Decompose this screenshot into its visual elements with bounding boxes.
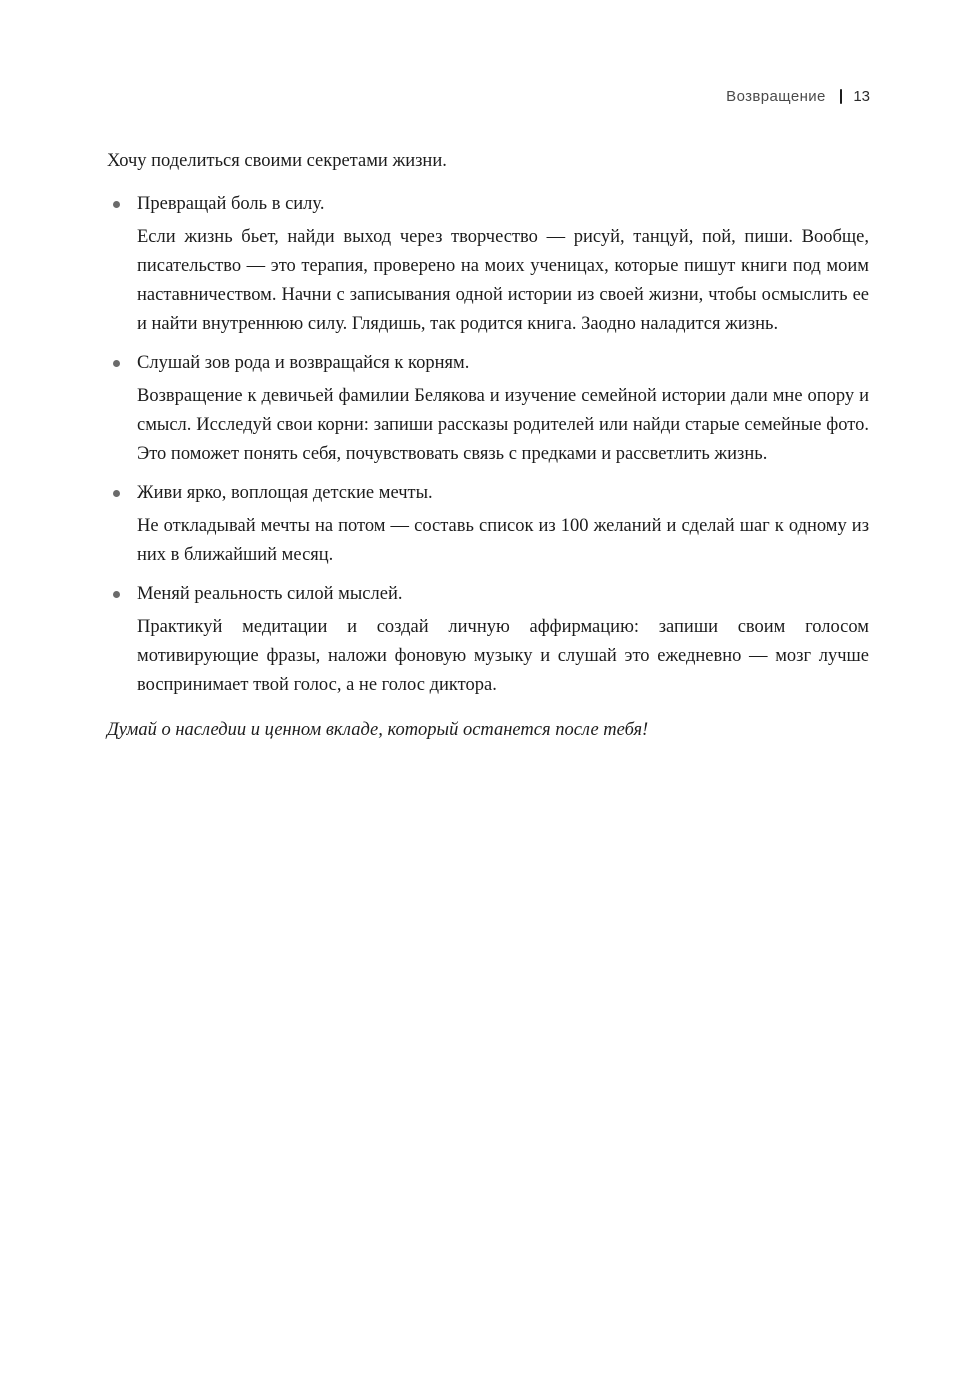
- bullet-title: Меняй реальность силой мыслей.: [137, 584, 403, 604]
- running-header: [726, 88, 870, 105]
- section-title: Возвращение: [726, 88, 826, 105]
- list-item: [107, 479, 869, 570]
- intro-paragraph: Хочу поделиться своими секретами жизни.: [107, 151, 447, 171]
- bullet-icon: [113, 490, 120, 497]
- closing-paragraph: Думай о наследии и ценном вкладе, который останется после тебя!: [107, 720, 649, 740]
- bullet-title: Превращай боль в силу.: [137, 194, 325, 214]
- bullet-heading: [107, 580, 869, 609]
- bullet-paragraph: Возвращение к девичьей фамилии Белякова и изучение семейной истории дали мне опору и смысл. Исследуй свои корни: запиши рассказы родителей или найди старые семейные фото. Это поможет понять себя, почувствовать связь с предками и рассветлить жизнь.: [137, 386, 869, 464]
- bullet-title: Слушай зов рода и возвращайся к корням.: [137, 353, 470, 373]
- bullet-icon: [113, 201, 120, 208]
- bullet-paragraph: Практикуй медитации и создай личную аффирмацию: запиши своим голосом мотивирующие фразы, наложи фоновую музыку и слушай это ежедневно — мозг лучше воспринимает твой голос, а не голос диктора.: [137, 617, 869, 695]
- bullet-icon: [113, 591, 120, 598]
- header-divider: [840, 89, 843, 104]
- bullet-paragraph: Если жизнь бьет, найди выход через творчество — рисуй, танцуй, пой, пиши. Вообще, писательство — это терапия, проверено на моих ученицах, которые пишут книги под моим наставничеством. Начни с записывания одной истории из своей жизни, чтобы осмыслить ее и найти внутреннюю силу. Глядишь, так родится книга. Заодно наладится жизнь.: [137, 227, 869, 334]
- bullet-paragraph: Не откладывай мечты на потом — составь список из 100 желаний и сделай шаг к одному из них в ближайший месяц.: [137, 516, 869, 565]
- list-item: [107, 349, 869, 469]
- bullet-heading: [107, 190, 869, 219]
- page-content: [107, 147, 869, 745]
- bullet-heading: [107, 349, 869, 378]
- page-number: 13: [853, 88, 870, 105]
- bullet-heading: [107, 479, 869, 508]
- list-item: [107, 580, 869, 700]
- bullet-title: Живи ярко, воплощая детские мечты.: [137, 483, 433, 503]
- bullet-icon: [113, 360, 120, 367]
- list-item: [107, 190, 869, 339]
